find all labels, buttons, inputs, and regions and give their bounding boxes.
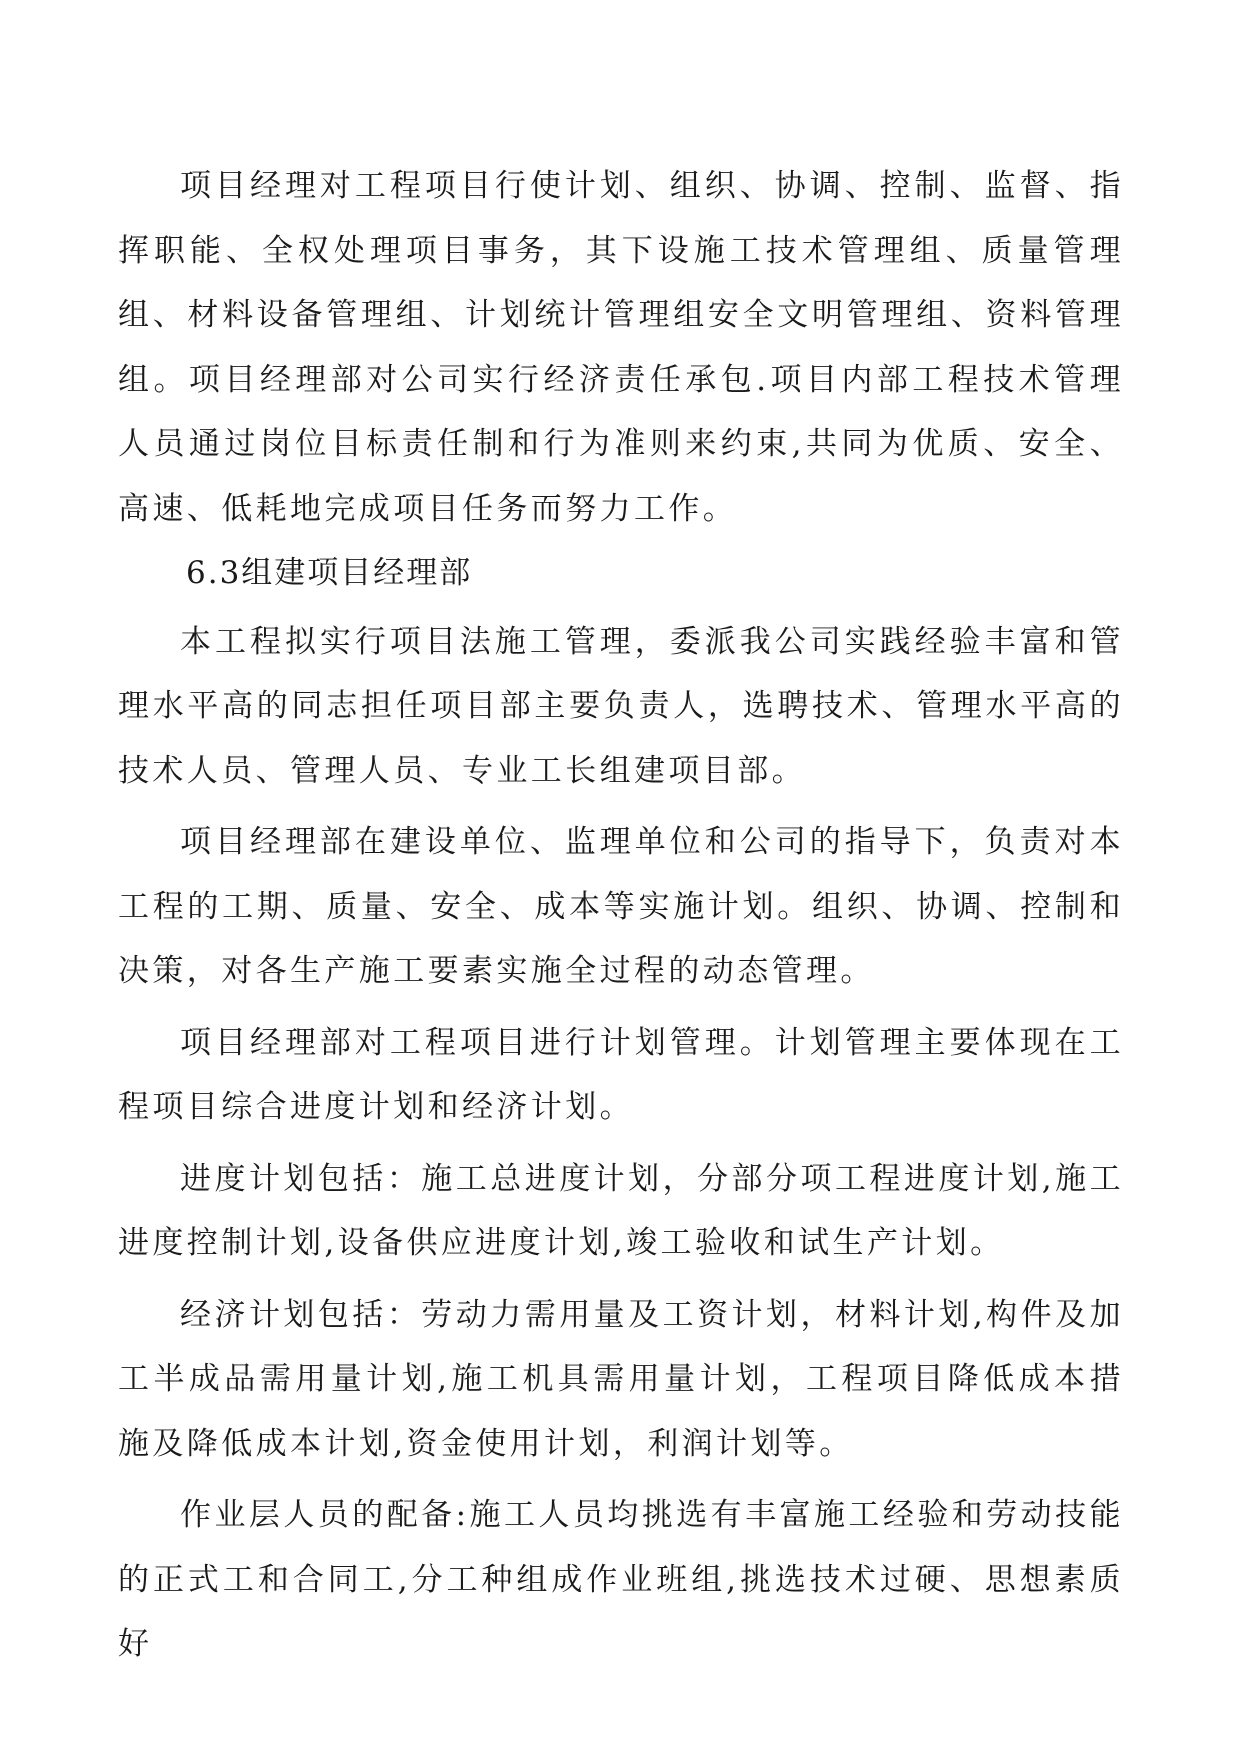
paragraph-plan-management: 项目经理部对工程项目进行计划管理。计划管理主要体现在工程项目综合进度计划和经济计划。 bbox=[118, 1024, 1124, 1125]
section-heading: 6.3组建项目经理部 bbox=[186, 555, 473, 591]
paragraph-project-manager-duties: 项目经理对工程项目行使计划、组织、协调、控制、监督、指挥职能、全权处理项目事务，其下设施工技术管理组、质量管理组、材料设备管理组、计划统计管理组安全文明管理组、资料管理组。项目经理部对公司实行经济责任承包.项目内部工程技术管理人员通过岗位目标责任制和行为准则来约束,共同为优质、安全、高速、低耗地完成项目任务而努力工作。 bbox=[118, 168, 1124, 527]
paragraph-schedule-plan: 进度计划包括：施工总进度计划，分部分项工程进度计划,施工进度控制计划,设备供应进度计划,竣工验收和试生产计划。 bbox=[118, 1160, 1124, 1261]
paragraph-department-guidance: 项目经理部在建设单位、监理单位和公司的指导下，负责对本工程的工期、质量、安全、成本等实施计划。组织、协调、控制和决策，对各生产施工要素实施全过程的动态管理。 bbox=[118, 824, 1124, 989]
document-body bbox=[118, 154, 1124, 1677]
paragraph-project-method: 本工程拟实行项目法施工管理，委派我公司实践经验丰富和管理水平高的同志担任项目部主要负责人，选聘技术、管理水平高的技术人员、管理人员、专业工长组建项目部。 bbox=[118, 623, 1124, 789]
paragraph-economic-plan: 经济计划包括：劳动力需用量及工资计划，材料计划,构件及加工半成品需用量计划,施工机具需用量计划，工程项目降低成本措施及降低成本计划,资金使用计划，利润计划等。 bbox=[118, 1296, 1124, 1462]
paragraph-staffing: 作业层人员的配备:施工人员均挑选有丰富施工经验和劳动技能的正式工和合同工,分工种组成作业班组,挑选技术过硬、思想素质好 bbox=[118, 1497, 1124, 1662]
